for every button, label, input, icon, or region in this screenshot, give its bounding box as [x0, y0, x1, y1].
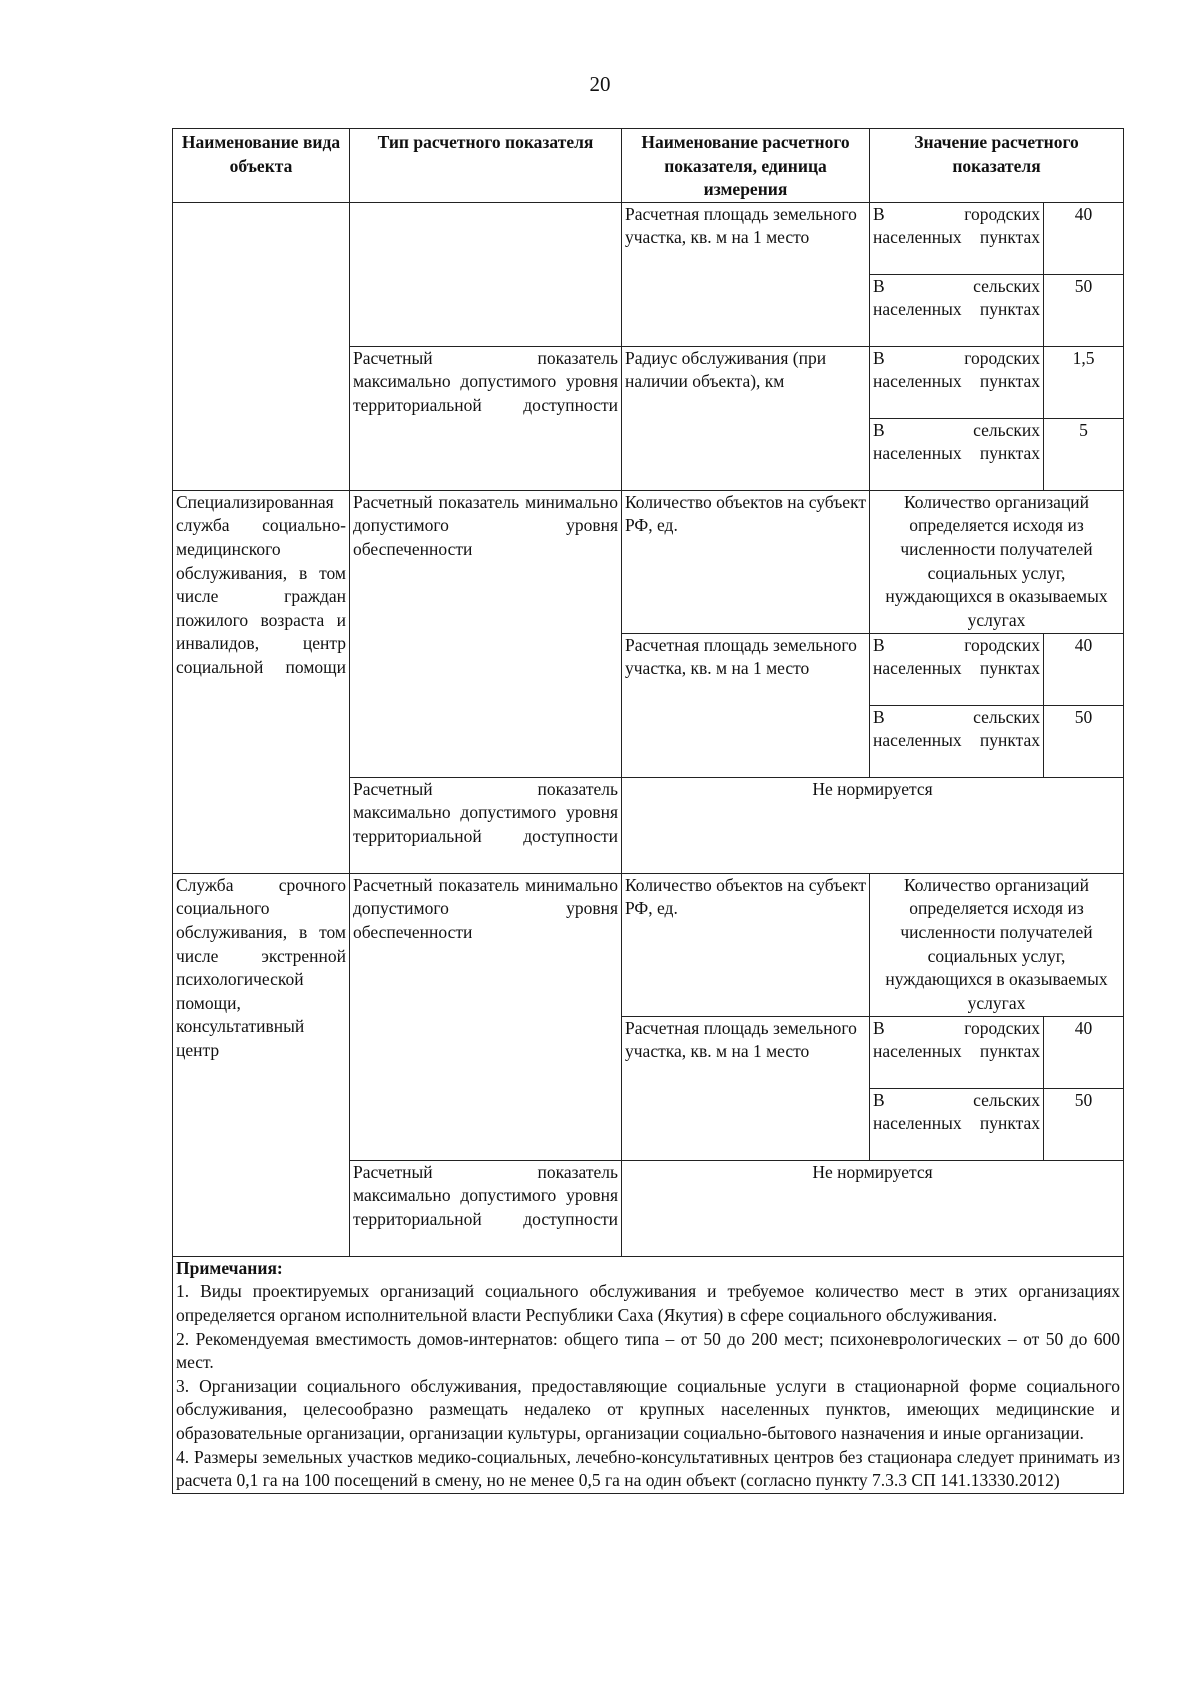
note-item: 3. Организации социального обслуживания, предоставляющие социальные услуги в стационарной форме социального обслуживания, целесообразно размещать недалеко от крупных населенных пунктов, имеющих медицинские и образовательные организации, организации культуры, организации социально-бытового назначения и иные организации.	[176, 1375, 1121, 1443]
max-access-label: Расчетный показатель максимально допустимого уровня территориальной доступности	[350, 777, 622, 873]
note-item: 1. Виды проектируемых организаций социального обслуживания и требуемое количество мест в этих организациях определяется органом исполнительной власти Республики Саха (Якутия) в сфере социального обслуживания.	[176, 1281, 1121, 1325]
urban-label: В городских населенных пунктах	[870, 346, 1044, 418]
orgs-count-value: Количество организаций определяется исходя из численности получателей социальных услуг, нуждающихся в оказываемых услугах	[870, 490, 1124, 633]
object-specialized-service: Специализированная служба социально-медицинского обслуживания, в том числе граждан пожилого возраста и инвалидов, центр социальной помощи	[173, 490, 350, 873]
notes-row	[173, 1256, 1124, 1493]
header-indicator-type: Тип расчетного показателя	[350, 129, 622, 203]
area-label: Расчетная площадь земельного участка, кв. м на 1 место	[622, 633, 870, 777]
urban-radius-value: 1,5	[1044, 346, 1124, 418]
header-indicator-name: Наименование расчетного показателя, единица измерения	[622, 129, 870, 203]
urban-label: В городских населенных пунктах	[870, 1016, 1044, 1088]
urban-label: В городских населенных пунктах	[870, 202, 1044, 274]
header-object-type: Наименование вида объекта	[173, 129, 350, 203]
header-indicator-value: Значение расчетного показателя	[870, 129, 1124, 203]
rural-label: В сельских населенных пунктах	[870, 705, 1044, 777]
area-label: Расчетная площадь земельного участка, кв. м на 1 место	[622, 1016, 870, 1160]
urban-area-value: 40	[1044, 633, 1124, 705]
notes-title: Примечания:	[176, 1257, 283, 1278]
not-normed-value: Не нормируется	[622, 1160, 1124, 1256]
objects-count-label: Количество объектов на субъект РФ, ед.	[622, 873, 870, 1016]
object-urgent-service: Служба срочного социального обслуживания, в том числе экстренной психологической помощи, консультативный центр	[173, 873, 350, 1256]
rural-area-value: 50	[1044, 1088, 1124, 1160]
urban-area-value: 40	[1044, 1016, 1124, 1088]
table-row	[173, 873, 1124, 1016]
note-item: 2. Рекомендуемая вместимость домов-интернатов: общего типа – от 50 до 200 мест; психоневрологических – от 50 до 600 мест.	[176, 1328, 1121, 1373]
rural-area-value: 50	[1044, 274, 1124, 346]
rural-label: В сельских населенных пунктах	[870, 418, 1044, 490]
rural-area-value: 50	[1044, 705, 1124, 777]
indicator-type-empty	[350, 202, 622, 346]
max-access-label: Расчетный показатель максимально допустимого уровня территориальной доступности	[350, 346, 622, 490]
header-row	[173, 129, 1124, 203]
min-provision-label: Расчетный показатель минимально допустимого уровня обеспеченности	[350, 873, 622, 1160]
table-row	[173, 490, 1124, 633]
object-cell-empty	[173, 202, 350, 490]
rural-label: В сельских населенных пунктах	[870, 274, 1044, 346]
rural-radius-value: 5	[1044, 418, 1124, 490]
urban-area-value: 40	[1044, 202, 1124, 274]
objects-count-label: Количество объектов на субъект РФ, ед.	[622, 490, 870, 633]
indicators-table	[172, 128, 1124, 1494]
min-provision-label: Расчетный показатель минимально допустимого уровня обеспеченности	[350, 490, 622, 777]
max-access-label: Расчетный показатель максимально допустимого уровня территориальной доступности	[350, 1160, 622, 1256]
rural-label: В сельских населенных пунктах	[870, 1088, 1044, 1160]
area-label: Расчетная площадь земельного участка, кв. м на 1 место	[622, 202, 870, 346]
orgs-count-value: Количество организаций определяется исходя из численности получателей социальных услуг, нуждающихся в оказываемых услугах	[870, 873, 1124, 1016]
table-row	[173, 202, 1124, 274]
notes-cell	[173, 1256, 1124, 1493]
note-item: 4. Размеры земельных участков медико-социальных, лечебно-консультативных центров без стационара следует принимать из расчета 0,1 га на 100 посещений в смену, но не менее 0,5 га на один объект (согласно пункту 7.3.3 СП 141.13330.2012)	[176, 1446, 1121, 1491]
urban-label: В городских населенных пунктах	[870, 633, 1044, 705]
notes-list	[176, 1280, 1120, 1492]
radius-label: Радиус обслуживания (при наличии объекта), км	[622, 346, 870, 490]
page-number: 20	[589, 72, 611, 96]
not-normed-value: Не нормируется	[622, 777, 1124, 873]
